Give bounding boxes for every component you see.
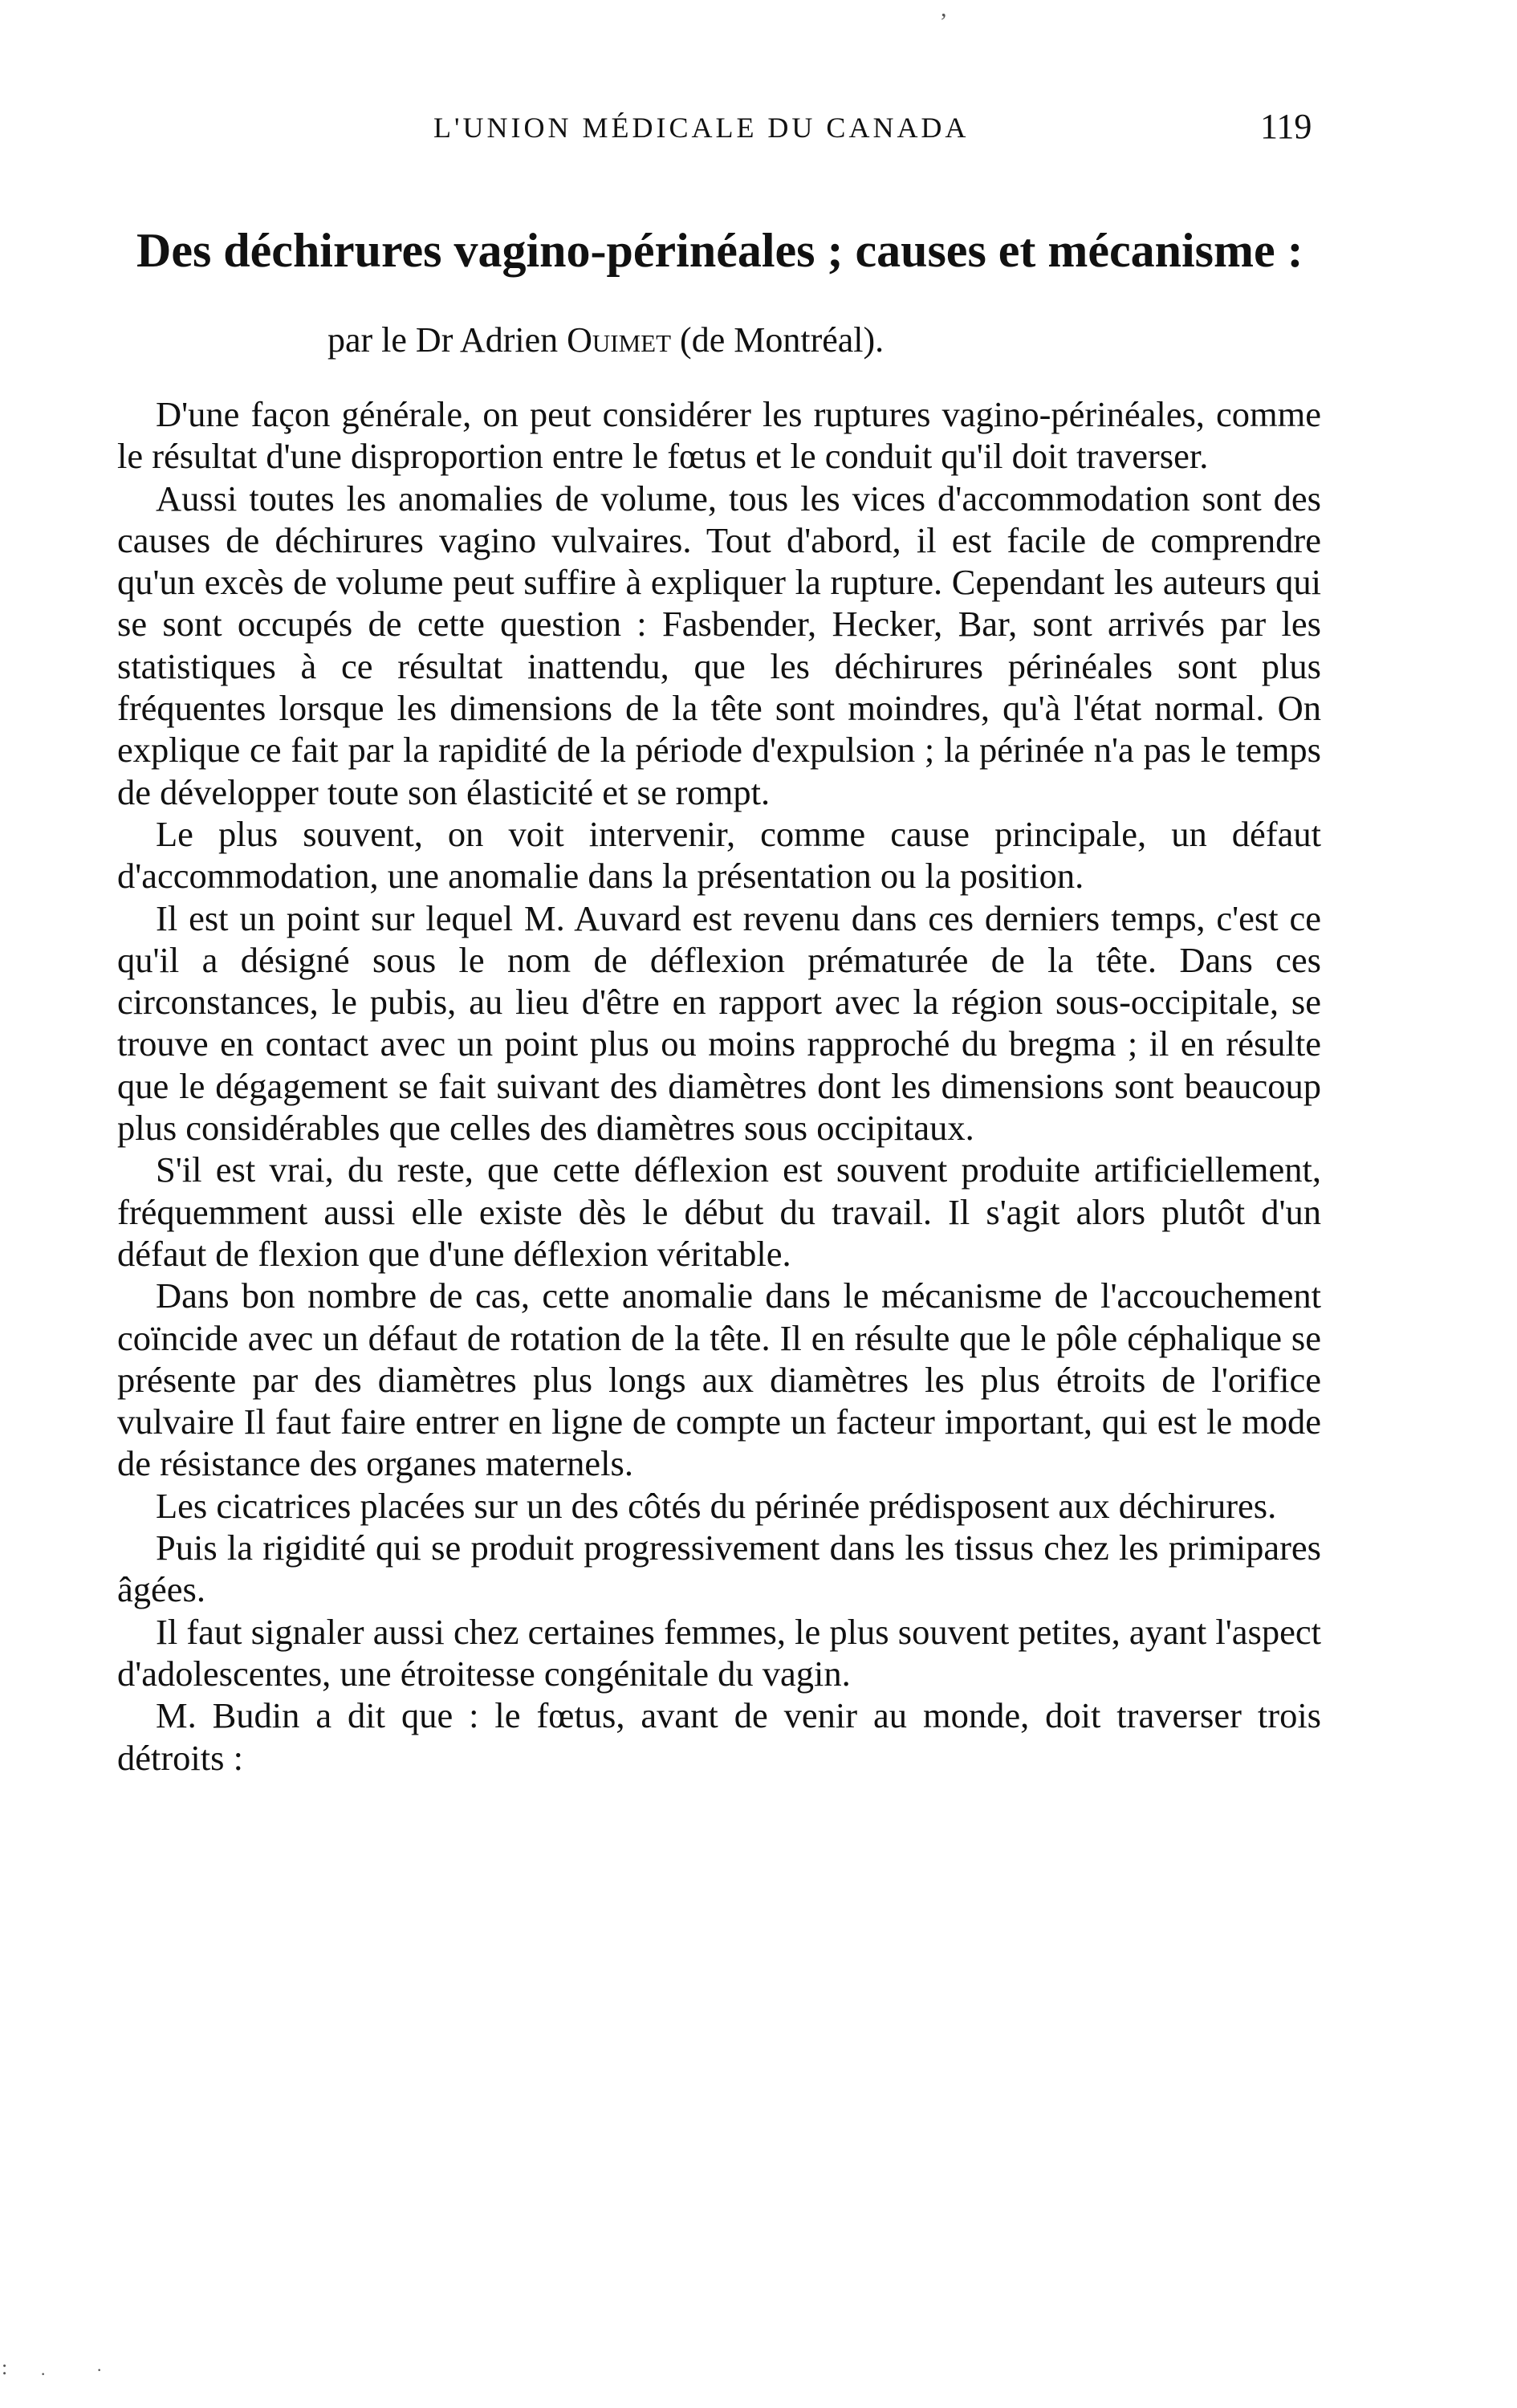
byline-suffix: (de Montréal).	[671, 320, 885, 360]
margin-speck: ·	[40, 2364, 47, 2384]
page-number: 119	[1260, 107, 1312, 146]
running-head: L'UNION MÉDICALE DU CANADA	[433, 112, 970, 144]
paragraph-8: Puis la rigidité qui se produit progressivement dans les tissus chez les primipares âgées.	[117, 1527, 1321, 1610]
paragraph-6: Dans bon nombre de cas, cette anomalie dans le mécanisme de l'accouchement coïncide avec un défaut de rotation de la tête. Il en résulte que le pôle céphalique se présente par des diamètres plus longs aux diamètres les plus étroits de l'orifice vulvaire Il faut faire entrer en ligne de compte un facteur important, qui est le mode de résistance des organes maternels.	[117, 1275, 1321, 1484]
margin-speck: ·	[96, 2360, 103, 2380]
article-byline	[327, 319, 884, 360]
paragraph-3: Le plus souvent, on voit intervenir, comme cause principale, un défaut d'accommodation, une anomalie dans la présentation ou la position.	[117, 813, 1321, 897]
paragraph-1: D'une façon générale, on peut considérer les ruptures vagino-périnéales, comme le résultat d'une disproportion entre le fœtus et le conduit qu'il doit traverser.	[117, 394, 1321, 477]
margin-speck: :	[2, 2356, 8, 2379]
paragraph-4: Il est un point sur lequel M. Auvard est revenu dans ces derniers temps, c'est ce qu'il a désigné sous le nom de déflexion prématurée de la tête. Dans ces circonstances, le pubis, au lieu d'être en rapport avec la région sous-occipitale, se trouve en contact avec un point plus ou moins rapproché du bregma ; il en résulte que le dégagement se fait suivant des diamètres dont les dimensions sont beaucoup plus considérables que celles des diamètres sous occipitaux.	[117, 897, 1321, 1149]
paragraph-5: S'il est vrai, du reste, que cette déflexion est souvent produite artificiellement, fréquemment aussi elle existe dès le début du travail. Il s'agit alors plutôt d'un défaut de flexion que d'une déflexion véritable.	[117, 1149, 1321, 1274]
paragraph-10: M. Budin a dit que : le fœtus, avant de venir au monde, doit traverser trois détroits :	[117, 1695, 1321, 1778]
byline-author: Ouimet	[567, 320, 672, 360]
article-body	[117, 393, 1321, 1779]
paragraph-2: Aussi toutes les anomalies de volume, tous les vices d'accommodation sont des causes de déchirures vagino vulvaires. Tout d'abord, il est facile de comprendre qu'un excès de volume peut suffire à expliquer la rupture. Cependant les auteurs qui se sont occupés de cette question : Fasbender, Hecker, Bar, sont arrivés par les statistiques à ce résultat inattendu, que les déchirures périnéales sont plus fréquentes lorsque les dimensions de la tête sont moindres, qu'à l'état normal. On explique ce fait par la rapidité de la période d'expulsion ; la périnée n'a pas le temps de développer toute son élasticité et se rompt.	[117, 478, 1321, 812]
article-title: Des déchirures vagino-périnéales ; causes et mécanisme :	[136, 224, 1303, 277]
paragraph-9: Il faut signaler aussi chez certaines femmes, le plus souvent petites, ayant l'aspect d'adolescentes, une étroitesse congénitale du vagin.	[117, 1611, 1321, 1694]
paragraph-7: Les cicatrices placées sur un des côtés du périnée prédisposent aux déchirures.	[156, 1485, 1277, 1526]
print-speck: ,	[941, 0, 947, 22]
byline-prefix: par le Dr Adrien	[327, 320, 567, 360]
